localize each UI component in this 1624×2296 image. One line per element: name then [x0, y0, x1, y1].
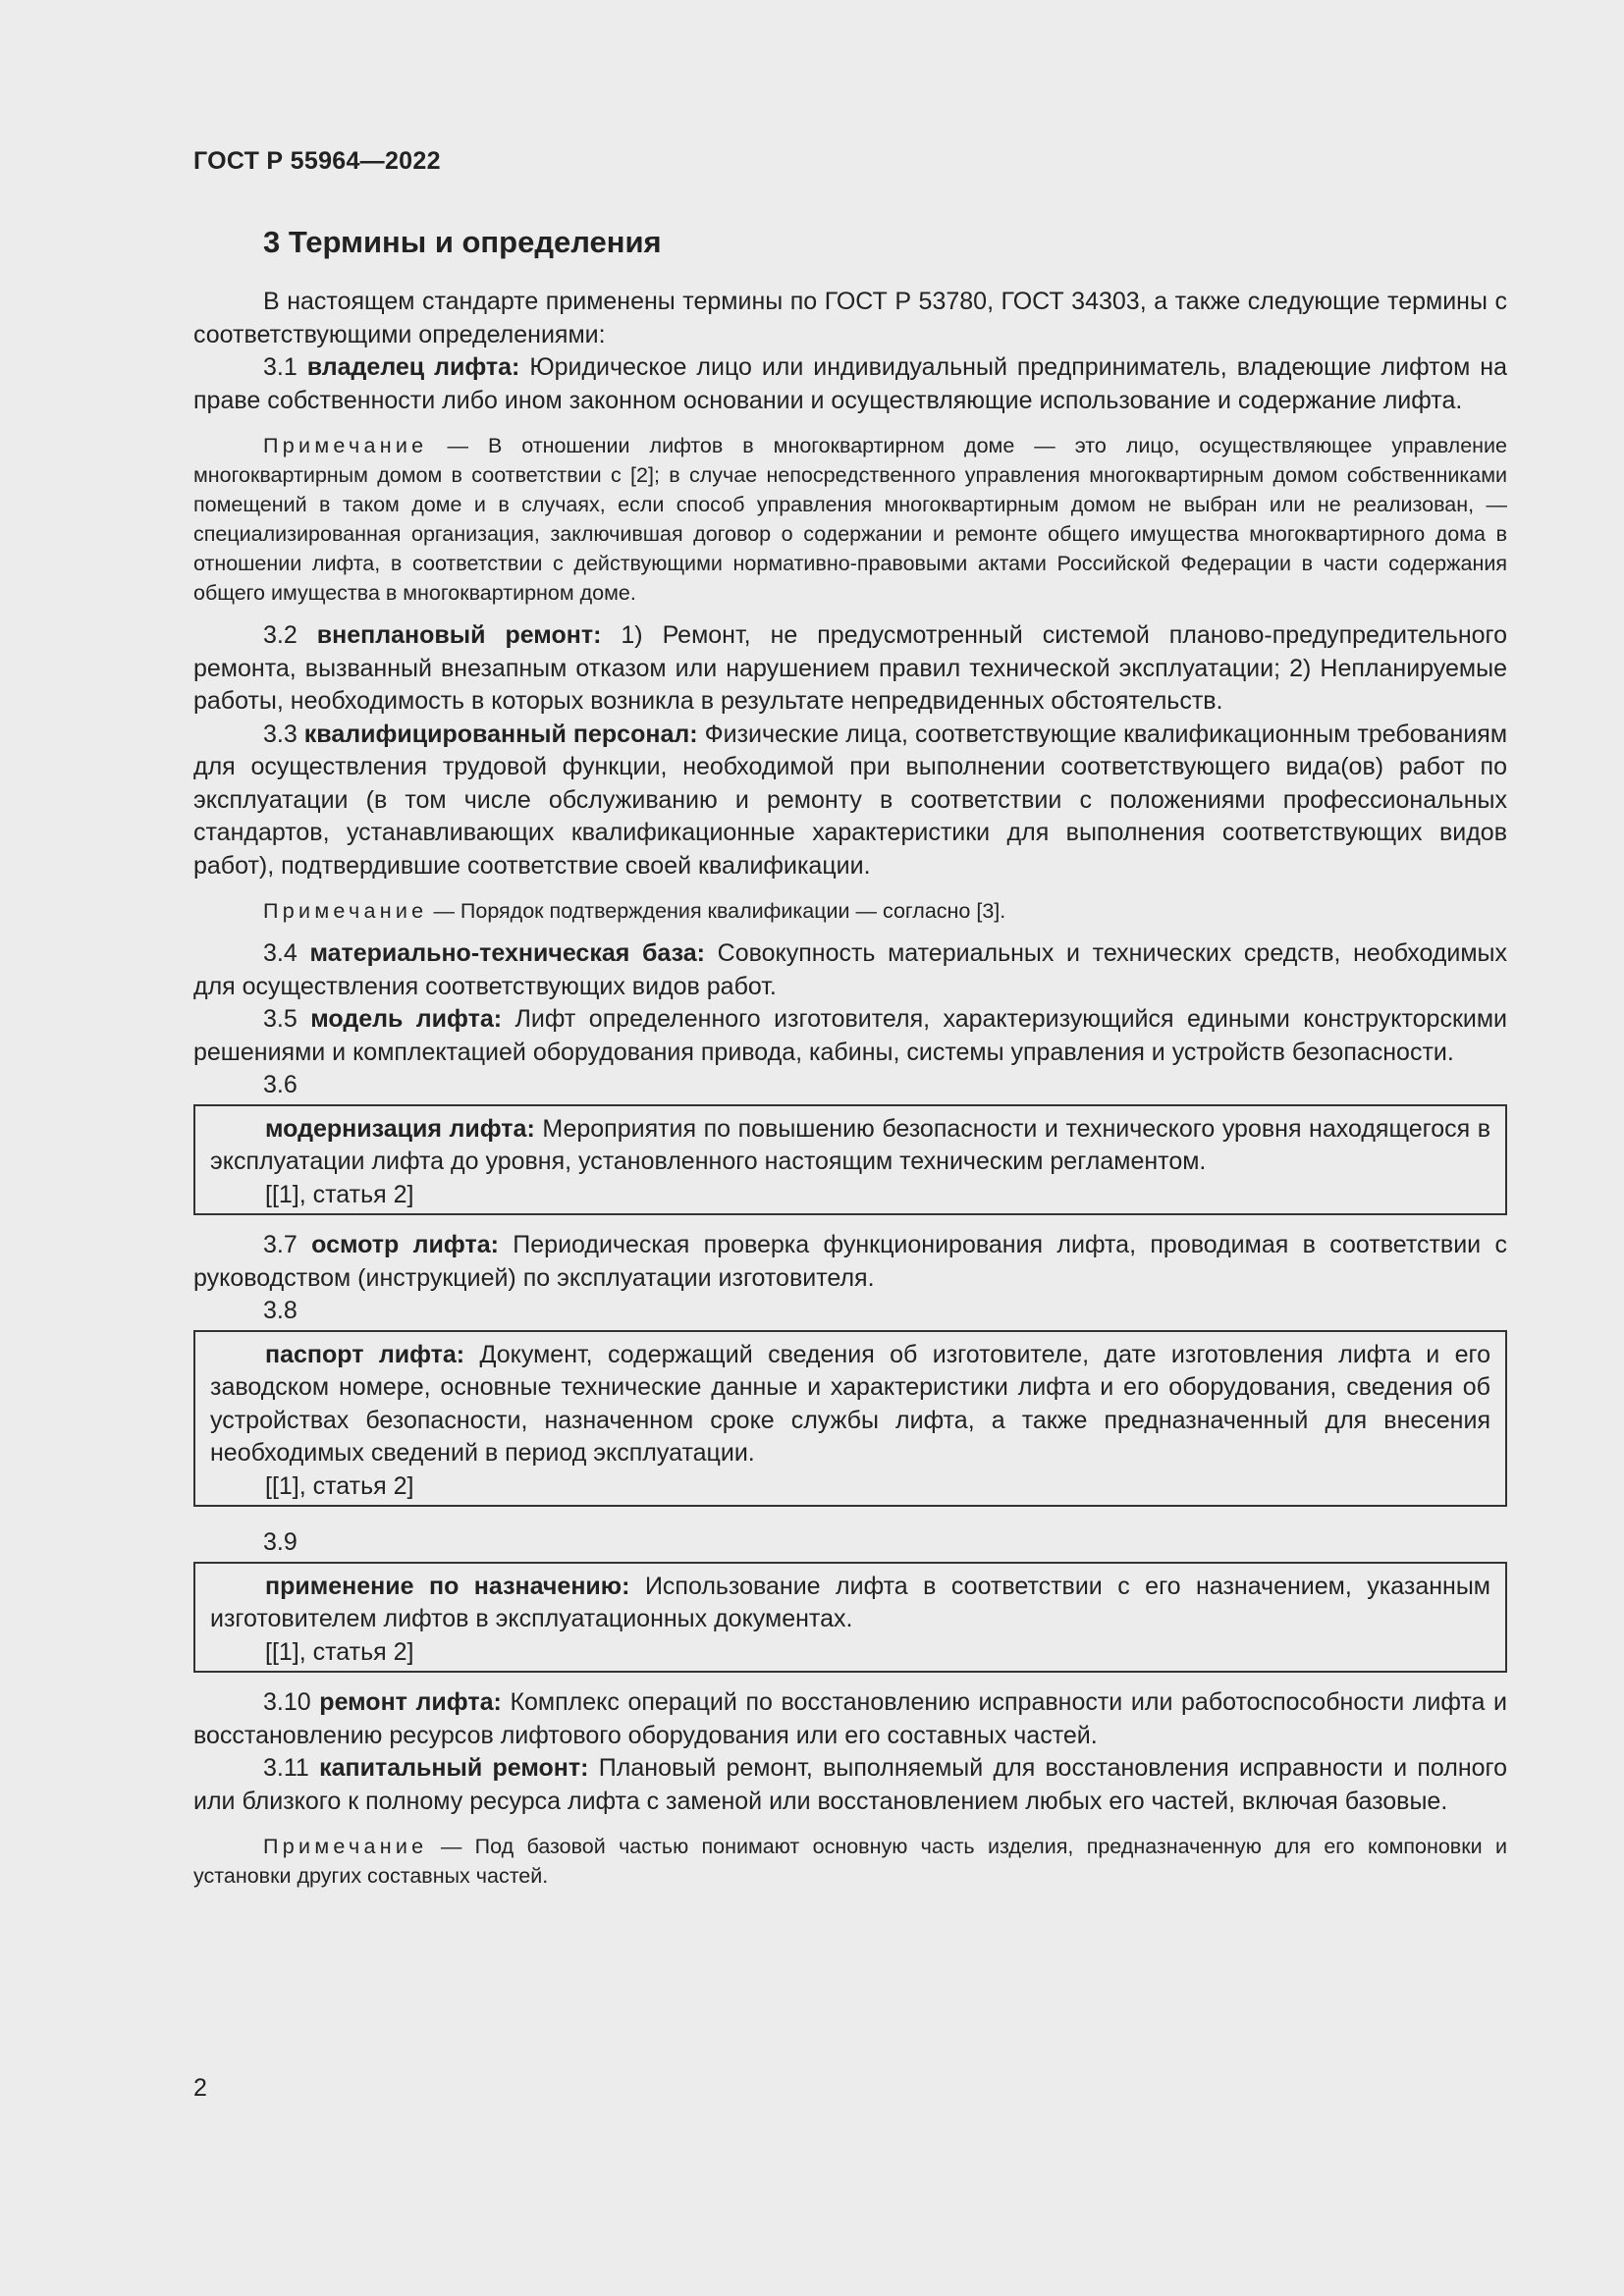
term-definition: Лифт определенного изготовителя, характеризующийся едиными конструкторскими решениями и комплектацией оборудования привода, кабины, системы управления и устройств безопасности. [193, 1005, 1508, 1066]
cited-term-box [193, 1104, 1507, 1216]
term-definition: Физические лица, соответствующие квалификационным требованиям для осуществления трудовой функции, необходимой при выполнении соответствующего вида(ов) работ по эксплуатации (в том числе обслуживанию и ремонту в соответствии с положениями профессиональных стандартов, устанавливающих квалификационные характеристики для выполнения соответствующих видов работ), подтвердившие соответствие своей квалификации. [193, 720, 1508, 880]
term-paragraph [193, 1003, 1507, 1069]
term-definition: Комплекс операций по восстановлению исправности или работоспособности лифта и восстановлению ресурсов лифтового оборудования или его составных частей. [193, 1688, 1507, 1749]
term-paragraph [193, 719, 1507, 883]
term-name: ремонт лифта: [319, 1688, 502, 1716]
term-paragraph [193, 937, 1507, 1003]
note-paragraph [193, 431, 1507, 608]
note-label: Примечание [263, 1835, 428, 1858]
term-paragraph [193, 351, 1507, 417]
term-paragraph [210, 1571, 1490, 1636]
note-text: — Под базовой частью понимают основную часть изделия, предназначенную для его компоновки и установки других составных частей. [193, 1835, 1507, 1888]
note-text: — Порядок подтверждения квалификации — согласно [3]. [433, 899, 1006, 923]
term-name: применение по назначению: [265, 1572, 630, 1600]
term-name: осмотр лифта: [311, 1231, 499, 1258]
term-definition: Использование лифта в соответствии с его назначением, указанным изготовителем лифтов в эксплуатационных документах. [210, 1572, 1490, 1632]
term-definition: Плановый ремонт, выполняемый для восстановления исправности и полного или близкого к полному ресурса лифта с заменой или восстановлением любых его частей, включая базовые. [193, 1754, 1507, 1815]
cited-term-box [193, 1562, 1507, 1674]
term-name: модель лифта: [310, 1005, 503, 1033]
term-number: 3.4 [263, 939, 298, 967]
term-number: 3.10 [263, 1688, 311, 1716]
document-body [193, 286, 1507, 1902]
note-paragraph [193, 896, 1507, 926]
term-paragraph [193, 619, 1507, 719]
note-label: Примечание [263, 434, 428, 457]
term-name: квалифицированный персонал: [303, 720, 698, 748]
term-paragraph [193, 1229, 1507, 1295]
term-number: 3.8 [263, 1297, 298, 1324]
document-page [193, 0, 1507, 2296]
term-number: 3.1 [263, 353, 298, 381]
page-number: 2 [193, 2074, 207, 2102]
term-number: 3.2 [263, 621, 298, 649]
term-definition: Мероприятия по повышению безопасности и технического уровня находящегося в эксплуатации лифта до уровня, установленного настоящим техническим регламентом. [210, 1114, 1490, 1175]
term-definition: 1) Ремонт, не предусмотренный системой планово-предупредительного ремонта, вызванный внезапным отказом или нарушением правил технической эксплуатации; 2) Непланируемые работы, необходимость в которых возникла в результате непредвиденных обстоятельств. [193, 621, 1507, 715]
note-label: Примечание [263, 899, 428, 923]
term-source-reference: [[1], статья 2] [265, 1637, 414, 1666]
document-header: ГОСТ Р 55964—2022 [193, 147, 441, 175]
section-title: 3 Термины и определения [263, 225, 662, 259]
term-name: капитальный ремонт: [319, 1754, 589, 1782]
term-definition: Юридическое лицо или индивидуальный предприниматель, владеющие лифтом на праве собственности либо ином законном основании и осуществляющие использование и содержание лифта. [193, 353, 1507, 414]
term-number: 3.7 [263, 1231, 298, 1258]
term-paragraph [210, 1113, 1490, 1179]
term-number: 3.3 [263, 720, 298, 748]
term-name: паспорт лифта: [265, 1340, 465, 1368]
intro-paragraph: В настоящем стандарте применены термины по ГОСТ Р 53780, ГОСТ 34303, а также следующие термины с соответствующими определениями: [193, 288, 1507, 348]
term-name: владелец лифта: [306, 353, 520, 381]
term-paragraph [193, 1686, 1507, 1752]
term-paragraph [210, 1339, 1490, 1470]
term-definition: Совокупность материальных и технических средств, необходимых для осуществления соответствующих видов работ. [193, 939, 1508, 1000]
cited-term-box [193, 1330, 1507, 1508]
term-number: 3.9 [263, 1528, 298, 1556]
term-source-reference: [[1], статья 2] [265, 1180, 414, 1208]
note-paragraph [193, 1832, 1507, 1891]
term-source-reference: [[1], статья 2] [265, 1471, 414, 1500]
term-definition: Документ, содержащий сведения об изготовителе, дате изготовления лифта и его заводском номере, основные технические данные и характеристики лифта и его оборудования, сведения об устройствах безопасности, назначенном сроке службы лифта, а также предназначенный для внесения необходимых сведений в период эксплуатации. [210, 1340, 1491, 1467]
term-number: 3.5 [263, 1005, 298, 1033]
term-name: модернизация лифта: [265, 1114, 535, 1143]
term-name: материально-техническая база: [309, 939, 705, 967]
note-text: — В отношении лифтов в многоквартирном доме — это лицо, осуществляющее управление многоквартирным домом в соответствии с [2]; в случае непосредственного управления многоквартирным домом собственниками помещений в таком доме и в случаях, если способ управления многоквартирным домом не выбран или не реализован, — специализированная организация, заключившая договор о содержании и ремонте общего имущества многоквартирного дома в отношении лифта, в соответствии с действующими нормативно-правовыми актами Российской Федерации в части содержания общего имущества в многоквартирном доме. [193, 434, 1507, 605]
term-number: 3.11 [263, 1754, 309, 1782]
term-paragraph [193, 1752, 1507, 1818]
term-number: 3.6 [263, 1071, 298, 1098]
term-name: внеплановый ремонт: [316, 621, 602, 649]
term-definition: Периодическая проверка функционирования лифта, проводимая в соответствии с руководством (инструкцией) по эксплуатации изготовителя. [193, 1231, 1508, 1292]
